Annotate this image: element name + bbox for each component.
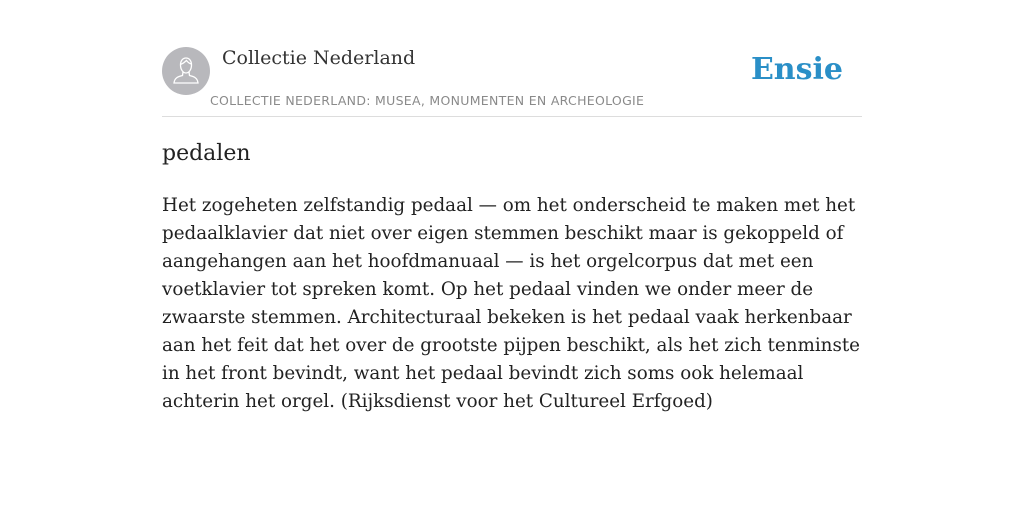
brand-logo[interactable]: Ensie <box>750 52 843 87</box>
author-avatar[interactable] <box>162 47 210 95</box>
entry-definition: Het zogeheten zelfstandig pedaal — om het onderscheid te maken met het pedaalklavier dat niet over eigen stemmen beschikt maar is gekoppeld of aangehangen aan het hoofdmanuaal — is het orgelcorpus dat met een voetklavier tot spreken komt. Op het pedaal vinden we onder meer de zwaarste stemmen. Architecturaal bekeken is het pedaal vaak herkenbaar aan het feit dat het over de grootste pijpen beschikt, als het zich tenminste in het front bevindt, want het pedaal bevindt zich soms ook helemaal achterin het orgel. (Rijksdienst voor het Cultureel Erfgoed) <box>162 195 860 412</box>
entry-header <box>162 46 862 117</box>
author-name[interactable]: Collectie Nederland <box>222 47 416 69</box>
user-silhouette-icon <box>162 47 210 95</box>
entry-term: pedalen <box>162 141 251 166</box>
author-subtitle: COLLECTIE NEDERLAND: MUSEA, MONUMENTEN EN ARCHEOLOGIE <box>210 93 645 108</box>
